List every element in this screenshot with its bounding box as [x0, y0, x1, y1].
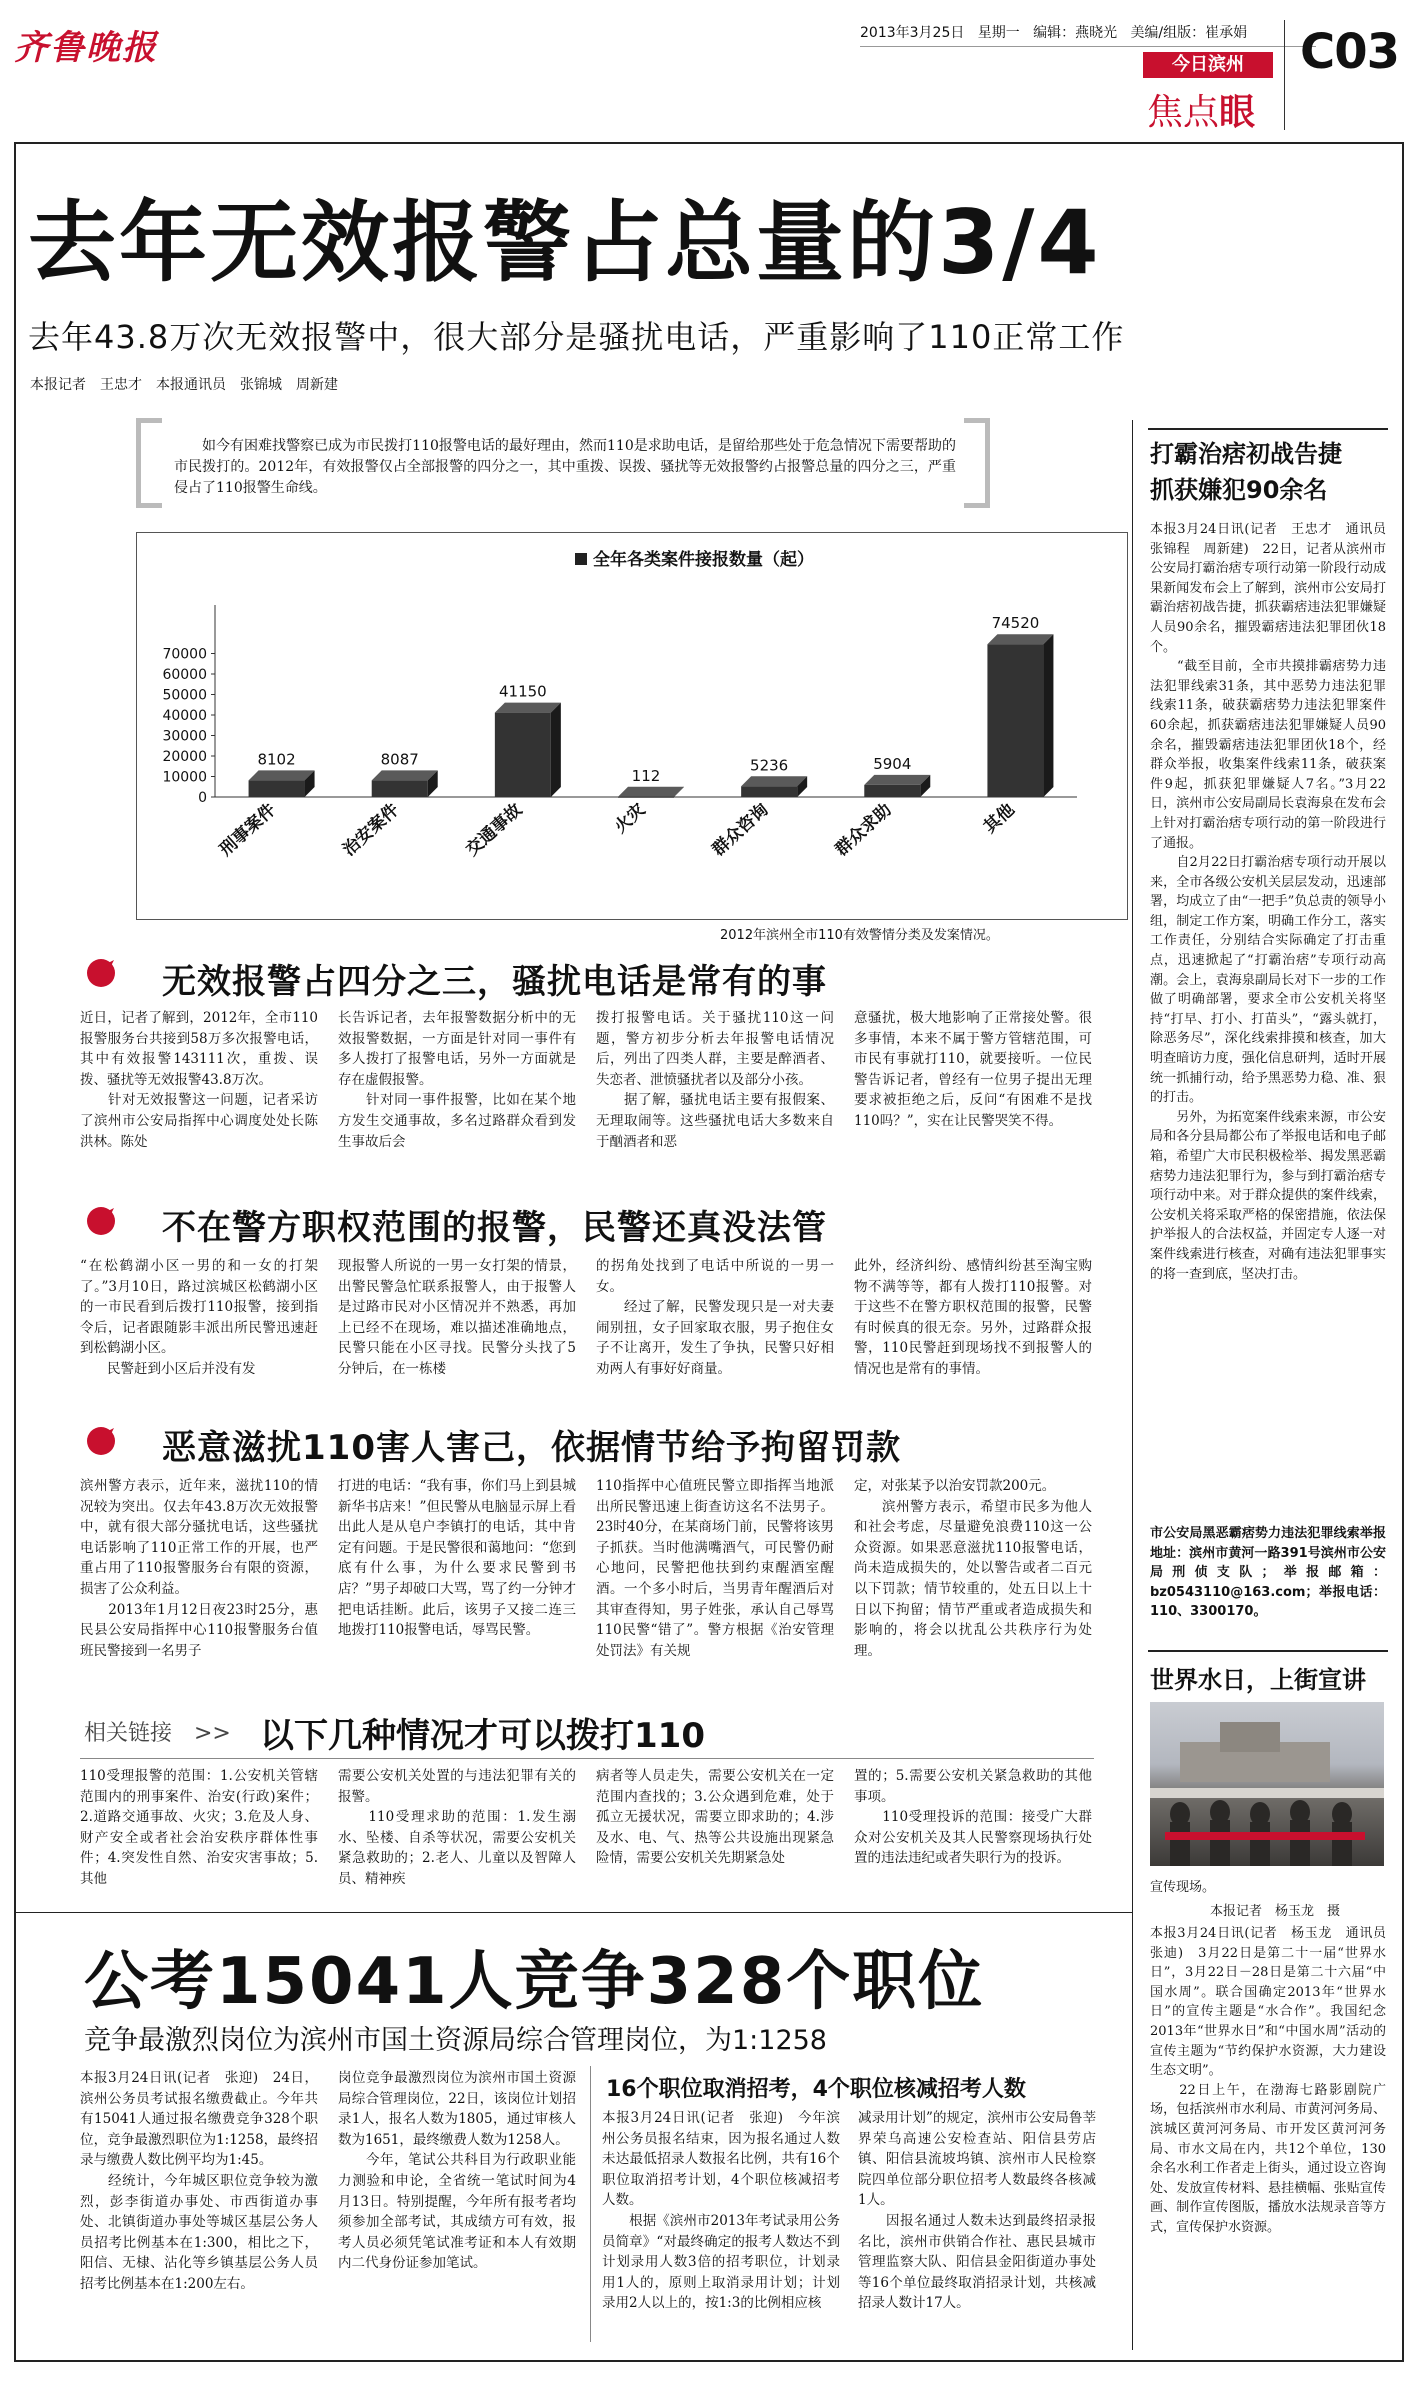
bar-top-face — [249, 770, 315, 780]
bar — [987, 644, 1043, 797]
bar-top-face — [372, 770, 438, 780]
photo-credit: 本报记者 杨玉龙 摄 — [1210, 1904, 1341, 1919]
y-tick-label: 20000 — [162, 749, 207, 765]
section2-title: 不在警方职权范围的报警，民警还真没法管 — [162, 1208, 827, 1248]
date: 2013年3月25日 — [860, 25, 965, 41]
byline: 本报记者 王忠才 本报通讯员 张锦城 周新建 — [30, 377, 338, 393]
newspaper-logo: 齐鲁晚报 — [14, 28, 158, 68]
chart-caption: 2012年滨州全市110有效警情分类及发案情况。 — [720, 928, 999, 943]
section1-col1: 近日，记者了解到，2012年，全市110报警服务台共接到58万多次报警电话，其中有效报警143111次，重拨、误拨、骚扰等无效报警43.8万次。 针对无效报警这一问题，记者采访了滨州市公安局指挥中心调度处处长陈洪林。陈处 — [80, 1010, 318, 1150]
lead-paragraph: 如今有困难找警察已成为市民拨打110报警电话的最好理由，然而110是求助电话，是留给那些处于危急情况下需要帮助的市民拨打的。2012年，有效报警仅占全部报警的四分之一，其中重拨、误拨、骚扰等无效报警约占报警总量的四分之三，严重侵占了110报警生命线。 — [174, 438, 956, 496]
bar-value-label: 41150 — [498, 682, 547, 701]
bar-value-label: 5904 — [873, 754, 912, 773]
section3-col1: 滨州警方表示，近年来，滋扰110的情况较为突出。仅去年43.8万次无效报警中，就有很大部分骚扰电话，这些骚扰电话影响了110正常工作的开展，也严重占用了110报警服务台有限的资源，损害了公众利益。 2013年1月12日夜23时25分，惠民县公安局指挥中心110报警服务台值班民警接到一名男子 — [80, 1478, 318, 1659]
story-divider — [14, 1912, 1132, 1913]
x-category-label: 火灾 — [610, 799, 650, 838]
x-category-label: 其他 — [980, 799, 1019, 838]
sidebar-story1-headline: 打霸治痞初战告捷 抓获嫌犯90余名 — [1150, 440, 1342, 504]
legend-swatch — [575, 553, 587, 565]
bar-side-face — [551, 703, 561, 797]
y-tick-label: 60000 — [162, 667, 207, 683]
column-eye-char: 眼 — [1219, 92, 1256, 133]
main-subheadline: 去年43.8万次无效报警中，很大部分是骚扰电话，严重影响了110正常工作 — [28, 318, 1125, 356]
bar — [618, 797, 674, 798]
x-category-label: 治安案件 — [339, 799, 404, 861]
sidebar-story1-body: 本报3月24日讯(记者 王忠才 通讯员 张锦程 周新建) 22日，记者从滨州市公安局打霸治痞专项行动第一阶段行动成果新闻发布会上了解到，滨州市公安局打霸治痞初战告捷，抓获霸痞违法犯罪嫌疑人员90余名，摧毁霸痞违法犯罪团伙18个。 “截至目前，全市共摸排霸痞势力违法犯罪线索31条，其中恶势力违法犯罪线索11条，破获霸痞势力违法犯罪案件60余起，抓获霸痞违法犯罪嫌疑人员90余名，摧毁霸痞违法犯罪团伙18个，经群众举报，收集案件线索11条，破获案件9起，抓获犯罪嫌疑人7名。”3月22日，滨州市公安局副局长袁海泉在发布会上针对打霸治痞专项行动的第一阶段进行了通报。 自2月22日打霸治痞专项行动开展以来，全市各级公安机关层层发动，迅速部署，均成立了由“一把手”负总责的领导小组，制定工作方案，明确工作分工，落实工作责任，分别结合实际确定了打击重点，迅速掀起了“打霸治痞”专项行动高潮。会上，袁海泉副局长对下一步的工作做了明确部署，要求全市公安机关将坚持“打早、打小、打苗头”，“露头就打，除恶务尽”，深化线索排摸和核查，加大明查暗访力度，强化信息研判，适时开展统一抓捕行动，给予黑恶势力稳、准、狠的打击。 另外，为拓宽案件线索来源，市公安局和各分县局都公布了举报电话和电子邮箱，希望广大市民积极检举、揭发黑恶霸痞势力违法犯罪行为，参与到打霸治痞专项行动中来。对于群众提供的案件线索，公安机关将采取严格的保密措施，依法保护举报人的合法权益，并固定专人逐一对案件线索进行核查，对确有违法犯罪事实的将一查到底，坚决打击。 — [1150, 522, 1386, 1282]
section2-col4: 此外，经济纠纷、感情纠纷甚至淘宝购物不满等等，都有人拨打110报警。对于这些不在警方职权范围的报警，民警有时候真的很无奈。另外，过路群众报警，110民警赶到现场找不到报警人的情况也是常有的事情。 — [854, 1258, 1092, 1377]
weekday: 星期一 — [977, 25, 1020, 41]
section2-col3: 的拐角处找到了电话中所说的一男一女。 经过了解，民警发现只是一对夫妻闹别扭，女子回家取衣服，男子抱住女子不让离开，发生了争执，民警只好相劝两人有事好好商量。 — [596, 1258, 834, 1377]
section2-col2: 现报警人所说的一男一女打架的情景，出警民警急忙联系报警人，由于报警人是过路市民对小区情况并不熟悉，再加上已经不在现场，难以描述准确地点，民警只能在小区寻找。民警分头找了5分钟后，在一栋楼 — [338, 1258, 576, 1377]
sidebar-story2-headline: 世界水日，上街宣讲 — [1150, 1666, 1366, 1694]
y-tick-label: 0 — [198, 790, 207, 806]
section-name: 今日滨州 — [1143, 52, 1273, 78]
exam-col3: 本报3月24日讯(记者 张迎) 今年滨州公务员报名结束，因为报名通过人数未达最低招录人数报名比例，共有16个职位取消招考计划，4个职位核减招考人数。 根据《滨州市2013年考试录用公务员简章》“对最终确定的报考人数达不到计划录用人数3倍的招考职位，计划录用1人的，原则上取消录用计划；计划录用2人以上的，按1:3的比例相应核 — [602, 2110, 840, 2312]
section1-col3: 拨打报警电话。关于骚扰110这一问题，警方初步分析去年报警电话情况后，列出了四类人群，主要是醉酒者、失恋者、泄愤骚扰者以及部分小孩。 据了解，骚扰电话主要有报假案、无理取闹等。这些骚扰电话大多数来自于酗酒者和恶 — [596, 1010, 834, 1150]
bar — [372, 780, 428, 797]
x-category-label: 刑事案件 — [216, 799, 280, 861]
section3-title: 恶意滋扰110害人害己，依据情节给予拘留罚款 — [162, 1428, 901, 1468]
bar-chart — [137, 533, 1129, 921]
masthead-rule — [860, 46, 1316, 47]
sidebar-divider — [1132, 420, 1133, 2350]
chart-box — [136, 532, 1128, 920]
exam-sub-divider — [590, 2066, 591, 2342]
bar-top-face — [987, 634, 1053, 644]
designer: 美编/组版：崔承娟 — [1130, 25, 1248, 41]
bar-side-face — [1043, 634, 1053, 797]
sidebar-mid-rule — [1148, 1650, 1388, 1652]
y-tick-label: 30000 — [162, 728, 207, 745]
issue-date — [860, 22, 1247, 42]
sidebar-story1-tip: 市公安局黑恶霸痞势力违法犯罪线索举报地址：滨州市黄河一路391号滨州市公安局刑侦支队；举报邮箱：bz0543110@163.com；举报电话：110、3300170。 — [1150, 1526, 1386, 1620]
related-link-label: 相关链接 >> — [84, 1721, 231, 1746]
related-col4: 置的；5.需要公安机关紧急救助的其他事项。 110受理投诉的范围：接受广大群众对公安机关及其人民警察现场执行处置的违法违纪或者失职行为的投诉。 — [854, 1768, 1092, 1867]
main-headline: 去年无效报警占总量的3/4 — [28, 191, 1102, 294]
bar-top-face — [618, 787, 684, 797]
y-tick-label: 10000 — [162, 769, 207, 786]
sidebar-story2-body: 本报3月24日讯(记者 杨玉龙 通讯员 张迪) 3月22日是第二十一届“世界水日”，3月22日－28日是第二十六届“中国水周”。联合国确定2013年“世界水日”的宣传主题是“水合作”。我国纪念2013年“世界水日”和“中国水周”活动的宣传主题为“节约保护水资源，大力建设生态文明”。 22日上午，在渤海七路影剧院广场，包括滨州市水利局、市黄河河务局、滨城区黄河河务局、市开发区黄河河务局、市水文局在内，共12个单位，130余名水利工作者走上街头，通过设立咨询处、发放宣传材料、悬挂横幅、张贴宣传画、制作宣传图版，播放水法规录音等方式，宣传保护水资源。 — [1150, 1926, 1386, 2235]
y-tick-label: 40000 — [162, 708, 207, 724]
bar-value-label: 8087 — [380, 750, 419, 769]
bar — [249, 780, 305, 797]
section2-bullet — [84, 1204, 118, 1242]
section3-col3: 110指挥中心值班民警立即指挥当地派出所民警迅速上街查访这名不法男子。23时40分，在某商场门前，民警将该男子抓获。当时他满嘴酒气，可民警仍耐心地问，民警把他扶到约束醒酒室醒酒。一个多小时后，当男青年醒酒后对其审查得知，男子姓张，承认自己辱骂110民警“错了”。警方根据《治安管理处罚法》有关规 — [596, 1478, 834, 1659]
editor: 编辑：燕晓光 — [1033, 25, 1118, 41]
exam-col2: 岗位竞争最激烈岗位为滨州市国土资源局综合管理岗位，22日，该岗位计划招录1人，报名人数为1805，通过审核人数为1651，最终缴费人数为1258人。 今年，笔试公共科目为行政职业能力测验和申论，全省统一笔试时间为4月13日。特别提醒，今年所有报考者均须参加全部考试，其成绩方可有效，报考人员必须凭笔试准考证和本人有效期内二代身份证参加笔试。 — [338, 2070, 576, 2272]
section3-bullet — [84, 1424, 118, 1462]
bar-top-face — [864, 775, 930, 785]
lead-bracket-left — [136, 418, 162, 508]
exam-col1: 本报3月24日讯(记者 张迎) 24日，滨州公务员考试报名缴费截止。今年共有15041人通过报名缴费竞争328个职位，竞争最激烈职位为1:1258，最终招录与缴费人数比例平均为1:45。 经统计，今年城区职位竞争较为激烈，彭李街道办事处、市西街道办事处、北镇街道办事处等城区基层公务人员招考比例基本在1:300，相比之下，阳信、无棣、沾化等乡镇基层公务人员招考比例基本在1:200左右。 — [80, 2070, 318, 2292]
water-day-photo — [1150, 1702, 1384, 1866]
related-col3: 病者等人员走失，需要公安机关在一定范围内查找的；3.公众遇到危难，处于孤立无援状况，需要立即求助的；4.涉及水、电、气、热等公共设施出现紧急险情，需要公安机关先期紧急处 — [596, 1768, 834, 1867]
exam-sub-title: 16个职位取消招考，4个职位核减招考人数 — [606, 2077, 1026, 2102]
lead-bracket-right — [964, 418, 990, 508]
exam-subheadline: 竞争最激烈岗位为滨州市国土资源局综合管理岗位，为1:1258 — [84, 2025, 827, 2056]
x-category-label: 交通事故 — [462, 799, 527, 861]
column-name — [1147, 84, 1255, 135]
related-col2: 需要公安机关处置的与违法犯罪有关的报警。 110受理求助的范围：1.发生溺水、坠楼、自杀等状况，需要公安机关紧急救助的；2.老人、儿童以及智障人员、精神疾 — [338, 1768, 576, 1887]
sidebar-top-rule — [1148, 428, 1388, 430]
section1-col2: 长告诉记者，去年报警数据分析中的无效报警数据，一方面是针对同一事件有多人拨打了报警电话，另外一方面就是存在虚假报警。 针对同一事件报警，比如在某个地方发生交通事故，多名过路群众看到发生事故后会 — [338, 1010, 576, 1150]
bar-value-label: 74520 — [991, 614, 1040, 633]
bar — [495, 713, 551, 797]
column-label: 焦点 — [1147, 92, 1220, 133]
x-category-label: 群众咨询 — [708, 799, 773, 861]
page-number: C03 — [1300, 24, 1400, 80]
section2-col1: “在松鹤湖小区一男的和一女的打架了。”3月10日，路过滨城区松鹤湖小区的一市民看到后拨打110报警，接到指令后，记者跟随影丰派出所民警迅速赶到松鹤湖小区。 民警赶到小区后并没有发 — [80, 1258, 318, 1377]
y-tick-label: 70000 — [162, 646, 207, 663]
exam-headline: 公考15041人竞争328个职位 — [84, 1945, 985, 2019]
section1-col4: 意骚扰，极大地影响了正常接处警。很多事情，本来不属于警方管辖范围，可市民有事就打110，就要接听。一位民警告诉记者，曾经有一位男子提出无理要求被拒绝之后，反问“有困难不是找110吗？”，实在让民警哭笑不得。 — [854, 1010, 1092, 1129]
section3-col4: 定，对张某予以治安罚款200元。 滨州警方表示，希望市民多为他人和社会考虑，尽量避免浪费110这一公众资源。如果恶意滋扰110报警电话，尚未造成损失的，处以警告或者二百元以下罚款；情节较重的，处五日以上十日以下拘留；情节严重或者造成损失和影响的，将会以扰乱公共秩序行为处理。 — [854, 1478, 1092, 1659]
section1-bullet — [84, 956, 118, 994]
bar-value-label: 5236 — [750, 756, 789, 775]
bar — [741, 786, 797, 797]
y-tick-label: 50000 — [162, 687, 207, 704]
bar-value-label: 112 — [631, 766, 661, 785]
photo-caption: 宣传现场。 — [1150, 1880, 1216, 1895]
bar-value-label: 8102 — [257, 750, 296, 769]
bar-top-face — [495, 703, 561, 713]
section1-title: 无效报警占四分之三，骚扰电话是常有的事 — [162, 962, 827, 1002]
exam-col4: 减录用计划”的规定，滨州市公安局鲁莘界荣乌高速公安检查站、阳信县劳店镇、阳信县流坡坞镇、滨州市人民检察院四单位部分职位招考人数最终各核减1人。 因报名通过人数未达到最终招录报名比，滨州市供销合作社、惠民县城市管理监察大队、阳信县金阳街道办事处等16个单位最终取消招录计划，共核减招录人数计17人。 — [858, 2110, 1096, 2312]
related-rule — [80, 1758, 1094, 1759]
section3-col2: 打进的电话：“我有事，你们马上到县城新华书店来！”但民警从电脑显示屏上看出此人是从皂户李镇打的电话，其中肯定有问题。于是民警很和蔼地问：“您到底有什么事，为什么要求民警到书店？”男子却破口大骂，骂了约一分钟才把电话挂断。此后，该男子又接二连三地拨打110报警电话，辱骂民警。 — [338, 1478, 576, 1639]
x-category-label: 群众求助 — [831, 799, 896, 861]
related-link-title: 以下几种情况才可以拨打110 — [260, 1716, 705, 1756]
related-col1: 110受理报警的范围：1.公安机关管辖范围内的刑事案件、治安(行政)案件；2.道路交通事故、火灾；3.危及人身、财产安全或者社会治安秩序群体性事件；4.突发性自然、治安灾害事故；5.其他 — [80, 1768, 318, 1887]
legend-label: 全年各类案件接报数量（起） — [593, 550, 814, 570]
bar — [864, 785, 920, 797]
page-divider — [1284, 20, 1285, 130]
bar-top-face — [741, 776, 807, 786]
